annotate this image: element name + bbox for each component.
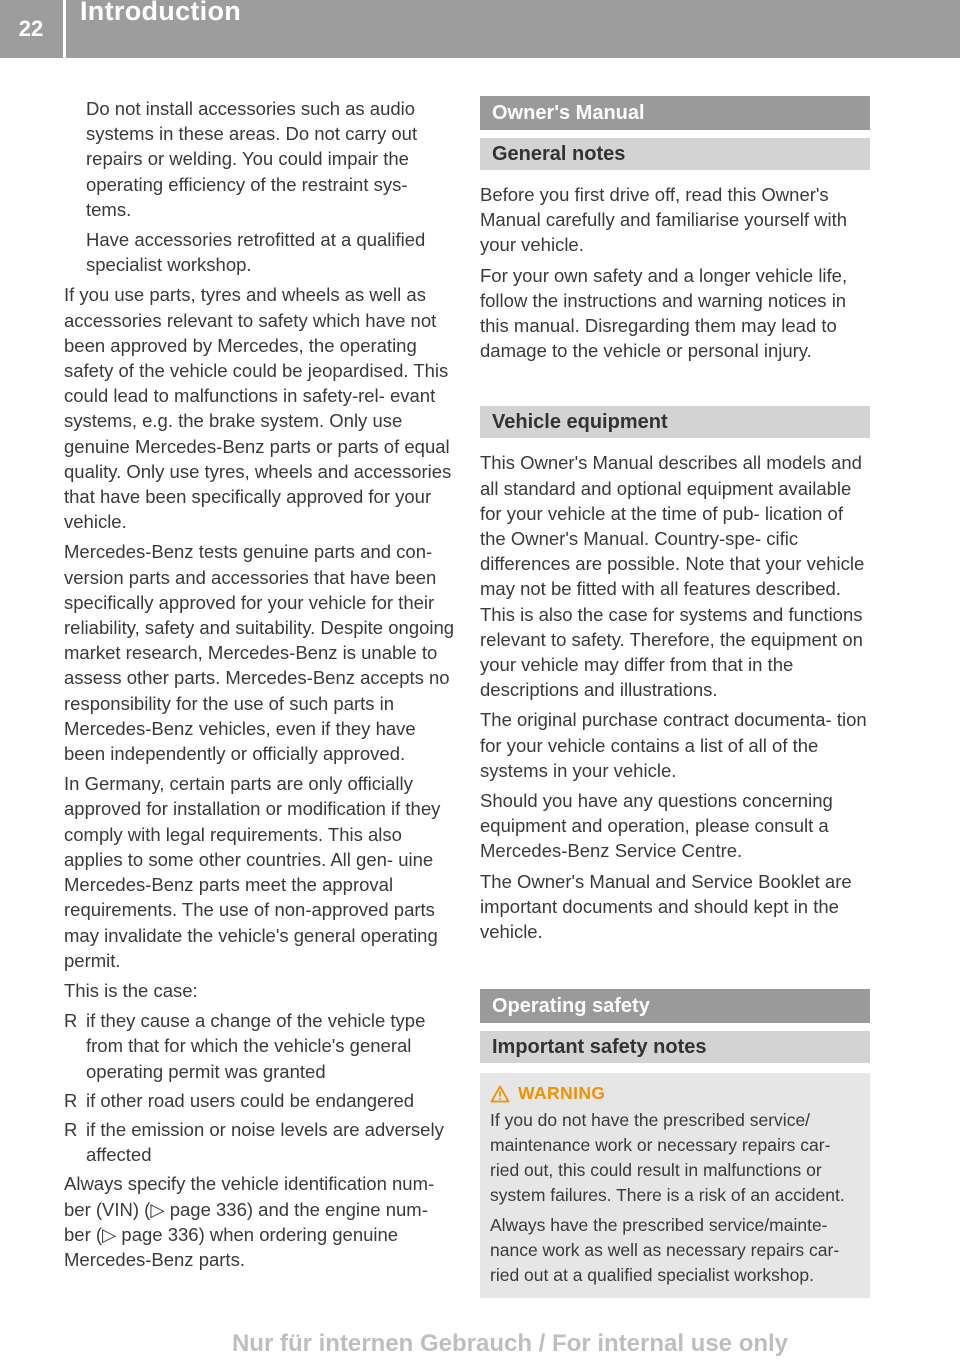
heading-operating-safety: Operating safety bbox=[480, 989, 870, 1023]
heading-vehicle-equipment: Vehicle equipment bbox=[480, 406, 870, 438]
bullet-icon: R bbox=[64, 1089, 78, 1111]
heading-general-notes: General notes bbox=[480, 138, 870, 170]
body-paragraph: If you use parts, tyres and wheels as well as accessories relevant to safety which have not been approved by Mercedes, the operating safety of the vehicle could be jeopardised. This could lead to malfunctions in safety-rel- evant systems, e.g. the brake system. Only use genuine Mercedes-Benz parts or parts of equal quality. Only use tyres, wheels and accessories that have been specifically approved for your vehicle. bbox=[64, 284, 452, 533]
vin-paragraph: Always specify the vehicle identification num- ber (VIN) (▷ page 336) and the engine num- ber (▷ page 336) when ordering genuine Mercedes-Benz parts. bbox=[64, 1173, 435, 1270]
warning-label: WARNING bbox=[518, 1083, 606, 1104]
bullet-icon: R bbox=[64, 1118, 78, 1140]
body-paragraph: The original purchase contract documenta- tion for your vehicle contains a list of all of the systems in your vehicle. bbox=[480, 709, 867, 781]
list-item-text: if the emission or noise levels are adversely affected bbox=[86, 1118, 444, 1166]
heading-owners-manual: Owner's Manual bbox=[480, 96, 870, 130]
list-item bbox=[64, 1117, 456, 1167]
warning-text: Always have the prescribed service/mainte- nance work as well as necessary repairs car- ried out at a qualified specialist workshop. bbox=[490, 1215, 840, 1286]
watermark: Nur für internen Gebrauch / For internal use only bbox=[231, 1330, 789, 1357]
list-item bbox=[64, 1008, 456, 1084]
body-paragraph: Mercedes-Benz tests genuine parts and con- version parts and accessories that have been specifically approved for your vehicle for their reliability, safety and suitability. Despite ongoing market research, Mercedes-Benz is unable to assess other parts. Mercedes-Benz accepts no responsibility for the use of such parts in Mercedes-Benz vehicles, even if they have been independently or officially approved. bbox=[64, 541, 455, 765]
body-paragraph: This Owner's Manual describes all models and all standard and optional equipment available for your vehicle at the time of pub- lication of the Owner's Manual. Country-spe- cific differences are possible. Note that your vehicle may not be fitted with all features described. This is also the case for systems and functions relevant to safety. Therefore, the equipment on your vehicle may differ from that in the descriptions and illustrations. bbox=[480, 452, 865, 701]
list-item-text: if they cause a change of the vehicle type from that for which the vehicle's general operating permit was granted bbox=[86, 1010, 426, 1082]
body-paragraph: In Germany, certain parts are only officially approved for installation or modification if they comply with legal requirements. This also applies to some other countries. All gen- uine Mercedes-Benz parts meet the approval requirements. The use of non-approved parts may invalidate the vehicle's general operating permit. bbox=[64, 773, 441, 971]
body-paragraph: For your own safety and a longer vehicle life, follow the instructions and warning notices in this manual. Disregarding them may lead to damage to the vehicle or personal injury. bbox=[480, 264, 848, 362]
heading-important-safety-notes: Important safety notes bbox=[480, 1031, 870, 1063]
left-column bbox=[64, 96, 456, 1277]
list-item bbox=[64, 1088, 456, 1113]
indent-paragraph: Have accessories retrofitted at a qualified specialist workshop. bbox=[86, 229, 426, 276]
indent-paragraph: Do not install accessories such as audio systems in these areas. Do not carry out repairs or welding. You could impair the operating efficiency of the restraint sys- tems. bbox=[86, 98, 418, 220]
body-paragraph: The Owner's Manual and Service Booklet are important documents and should kept in the vehicle. bbox=[480, 870, 852, 943]
warning-box bbox=[480, 1073, 870, 1298]
bullet-list bbox=[64, 1008, 456, 1167]
body-paragraph: Before you first drive off, read this Owner's Manual carefully and familiarise yourself with your vehicle. bbox=[480, 184, 848, 256]
page-header bbox=[0, 0, 960, 58]
right-column bbox=[480, 96, 870, 1298]
warning-triangle-icon bbox=[490, 1085, 510, 1103]
page-number: 22 bbox=[18, 16, 44, 41]
bullet-icon: R bbox=[64, 1010, 78, 1032]
warning-text: If you do not have the prescribed service/ maintenance work or necessary repairs car- ried out, this could result in malfunctions or system failures. There is a risk of an accident. bbox=[490, 1110, 845, 1206]
warning-header bbox=[490, 1081, 860, 1106]
body-paragraph: This is the case: bbox=[64, 979, 198, 1001]
body-paragraph: Should you have any questions concerning equipment and operation, please consult a Mercedes-Benz Service Centre. bbox=[480, 790, 833, 862]
header-divider bbox=[63, 0, 66, 58]
list-item-text: if other road users could be endangered bbox=[86, 1089, 415, 1111]
section-title: Introduction bbox=[80, 0, 242, 26]
